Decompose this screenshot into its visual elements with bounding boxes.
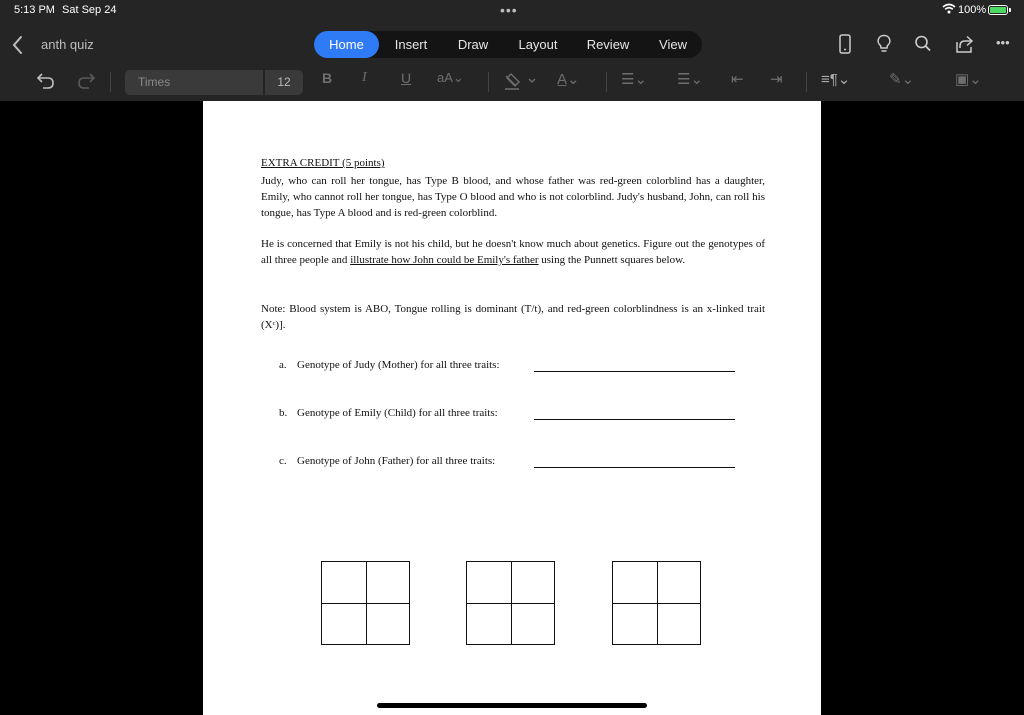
question-text: Genotype of John (Father) for all three traits: bbox=[297, 455, 496, 467]
status-time: 5:13 PM bbox=[14, 4, 55, 16]
document-title[interactable]: anth quiz bbox=[41, 37, 94, 52]
task-text-start: He is concerned that Emily is not his child, but he doesn't know much about genetics. Figure out the genotypes of all three people and bbox=[261, 238, 765, 266]
question-letter: b. bbox=[279, 407, 288, 419]
multitask-dots-icon[interactable]: ••• bbox=[500, 2, 518, 18]
battery-icon bbox=[988, 5, 1008, 15]
note-paragraph: Note: Blood system is ABO, Tongue rolling is dominant (T/t), and red-green colorblindness is an x-linked trait (Xᶜ)]. bbox=[261, 303, 765, 331]
paragraph-icon[interactable]: ≡¶⌄ bbox=[821, 71, 851, 88]
task-underlined-text: illustrate how John could be Emily's father bbox=[350, 254, 539, 266]
document-page[interactable] bbox=[203, 101, 821, 715]
paint-format-icon[interactable]: ▣⌄ bbox=[955, 71, 982, 88]
redo-icon[interactable] bbox=[76, 70, 96, 92]
tab-review[interactable]: Review bbox=[586, 37, 630, 52]
status-date: Sat Sep 24 bbox=[62, 4, 117, 16]
home-indicator bbox=[377, 703, 647, 708]
more-icon[interactable]: ••• bbox=[996, 35, 1010, 50]
font-color-icon[interactable]: A̲⌄ bbox=[557, 71, 580, 88]
toolbar-divider bbox=[488, 72, 489, 92]
tab-draw[interactable]: Draw bbox=[457, 37, 489, 52]
ribbon-tabs bbox=[314, 31, 702, 58]
search-icon[interactable] bbox=[914, 34, 932, 54]
bold-icon[interactable]: B bbox=[322, 70, 333, 86]
battery-tip bbox=[1009, 8, 1011, 12]
task-text-end: using the Punnett squares below. bbox=[538, 254, 686, 266]
indent-icon[interactable]: ⇥ bbox=[770, 71, 783, 88]
question-text: Genotype of Emily (Child) for all three traits: bbox=[297, 407, 498, 419]
device-icon[interactable] bbox=[838, 34, 852, 54]
outdent-icon[interactable]: ⇤ bbox=[731, 71, 744, 88]
share-icon[interactable] bbox=[955, 34, 974, 54]
punnett-square[interactable] bbox=[321, 561, 410, 645]
back-chevron-icon[interactable] bbox=[8, 33, 30, 57]
numbered-list-icon[interactable]: ☰⌄ bbox=[677, 71, 704, 88]
toolbar-divider bbox=[806, 72, 807, 92]
tab-view[interactable]: View bbox=[659, 37, 687, 52]
answer-line-john[interactable] bbox=[534, 467, 735, 468]
question-letter: a. bbox=[279, 359, 287, 371]
wifi-icon bbox=[942, 3, 956, 14]
problem-paragraph: Judy, who can roll her tongue, has Type B blood, and whose father was red-green colorblind has a daughter, Emily, who cannot roll her tongue, has Type O blood and who is not colorblind. Judy's husband, John, can roll his tongue, has Type A blood and is red-green colorblind. bbox=[261, 175, 765, 219]
pen-styles-icon[interactable]: ✎⌄ bbox=[889, 71, 915, 88]
italic-icon[interactable]: I bbox=[362, 70, 367, 85]
underline-icon[interactable]: U bbox=[401, 70, 412, 86]
highlighter-icon[interactable] bbox=[503, 70, 539, 92]
task-paragraph bbox=[261, 236, 765, 268]
tab-insert[interactable]: Insert bbox=[394, 37, 428, 52]
font-size-field[interactable]: 12 bbox=[265, 70, 303, 95]
lightbulb-icon[interactable] bbox=[876, 34, 892, 54]
punnett-square[interactable] bbox=[466, 561, 555, 645]
toolbar-divider bbox=[110, 72, 111, 92]
font-name-field[interactable]: Times bbox=[125, 70, 263, 95]
tab-layout[interactable]: Layout bbox=[518, 37, 558, 52]
answer-line-judy[interactable] bbox=[534, 371, 735, 372]
bullet-list-icon[interactable]: ☰⌄ bbox=[621, 71, 648, 88]
text-size-icon[interactable]: aA⌄ bbox=[437, 70, 464, 85]
tab-home[interactable]: Home bbox=[314, 31, 379, 58]
top-bar bbox=[0, 0, 1024, 101]
undo-icon[interactable] bbox=[36, 70, 56, 92]
battery-percent: 100% bbox=[958, 4, 987, 16]
question-text: Genotype of Judy (Mother) for all three traits: bbox=[297, 359, 500, 371]
toolbar-divider bbox=[606, 72, 607, 92]
extra-credit-heading: EXTRA CREDIT (5 points) bbox=[261, 157, 385, 169]
answer-line-emily[interactable] bbox=[534, 419, 735, 420]
question-letter: c. bbox=[279, 455, 287, 467]
punnett-square[interactable] bbox=[612, 561, 701, 645]
